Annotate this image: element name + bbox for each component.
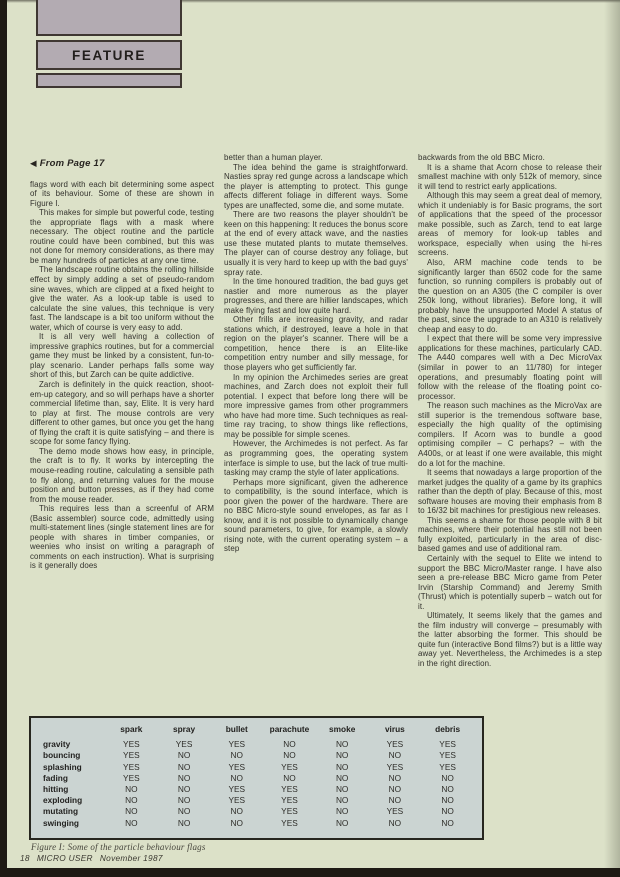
table-cell: NO [335, 739, 349, 750]
table-cell: NO [335, 795, 349, 806]
table-cell: NO [388, 750, 402, 761]
table-cell: NO [125, 795, 138, 806]
body-paragraph: It is a shame that Acorn chose to release their smallest machine with only 512k of memory, since it will tend to restrict early applications. [418, 162, 602, 191]
table-cell: NO [177, 795, 191, 806]
table-cell: NO [441, 772, 454, 783]
table-body [43, 739, 474, 829]
body-paragraph: This requires less than a screenful of ARM (Basic assembler) source code, admittedly using multi-statement lines (single statement lines are for people with shares in timber companies, or weenies who insist on writing a paragraph of comments on each instruction). What is surprising is it generally does [30, 504, 214, 571]
table-header-cell: spray [172, 723, 196, 734]
body-paragraph: The idea behind the game is straightforward. Nasties spray red gunge across a landscape which the player is attempting to protect. This gunge affects different foliage in different ways. Some types are unaffected, some die, and some mutate. [224, 162, 408, 210]
body-paragraph: Perhaps more significant, given the adherence to compatibility, is the sound interface, which is poor given the power of the hardware. There are no BBC Micro-style sound envelopes, as far as I know, and it is not possible to dynamically change sound parameters, to give, for example, a slowly rising note, with the current operating system – a step [224, 477, 408, 554]
body-paragraph: better than a human player. [224, 153, 323, 162]
table-cell: YES [281, 817, 298, 828]
table-header-cell: virus [384, 723, 405, 734]
body-paragraph: However, the Archimedes is not perfect. As far as programming goes, the operating system interface is simple to use, but the lack of true multi-tasking may cramp the style of later applications. [224, 439, 408, 478]
page-number: 18 [20, 853, 30, 863]
table-row [43, 772, 474, 783]
table-row-label: exploding [43, 795, 83, 806]
table-corner-cell [43, 723, 105, 739]
table-cell: YES [386, 739, 404, 750]
table-cell: YES [386, 761, 404, 772]
feature-banner [36, 40, 182, 70]
table-cell: NO [283, 739, 296, 750]
table-row [43, 783, 474, 794]
table-cell: NO [125, 817, 138, 828]
table-cell: YES [123, 739, 140, 750]
body-paragraph: In my opinion the Archimedes series are great machines, and Zarch does not exploit their full potential. I expect that before long there will be more impressive games from other programmers who have had more time. Such techniques as real-time ray tracing, to show things like reflections, may be possible for simple scenes. [224, 372, 408, 439]
continued-from-label: From Page 17 [39, 158, 105, 169]
table-header-cell: parachute [269, 723, 310, 734]
table-cell: NO [283, 750, 296, 761]
body-paragraph: There are two reasons the player shouldn't be keen on this happening: It reduces the bonus score at the end of every attack wave, and the nasties use these mutated plants to mutate themselves. The player can of course destroy any foliage, but usually it is very hard to keep up with the bad guys' spray rate. [224, 210, 408, 277]
table-row-label: bouncing [43, 750, 81, 761]
body-paragraph: Also, ARM machine code tends to be significantly larger than 6502 code for the same function, so running compilers is probably out of the question on an A305 (the C compiler is over 250k long, without libraries). Before long, it will probably have the unsupported Model A status of the past, since the upgrade to an A310 is relatively cheap and easy to do. [418, 258, 602, 334]
table-cell: NO [441, 817, 454, 828]
body-paragraph: Other frills are increasing gravity, and radar stations which, if destroyed, leave a hole in that region on the player's scanner. There will be a competition, hence there is an Elite-like competition entry number and silly message, for those players who get sufficiently far. [224, 315, 408, 373]
table-row-label: swinging [43, 817, 79, 828]
table-cell: NO [177, 772, 191, 783]
table-header-cell: smoke [329, 723, 356, 734]
table-cell: NO [125, 783, 138, 794]
table-cell: NO [335, 772, 349, 783]
table-header-cell: bullet [225, 723, 248, 734]
table-cell: NO [335, 783, 349, 794]
page-footer [20, 853, 170, 863]
table-row-label: gravity [43, 739, 71, 750]
table-cell: NO [177, 750, 191, 761]
table-cell: NO [335, 806, 349, 817]
body-paragraph: Zarch is definitely in the quick reaction, shoot-em-up category, and so will perhaps have a shorter commercial lifetime than, say, Elite. It is very hard to play at first. The mouse controls are very different to other games, but once you get the hang of flying the craft it is quite satisfying – and there is scope for some fancy flying. [30, 380, 214, 447]
table-cell: NO [125, 806, 138, 817]
table-header-cell: debris [435, 723, 461, 734]
table-cell: YES [439, 739, 456, 750]
table-cell: NO [177, 783, 191, 794]
feature-label: FEATURE [72, 47, 146, 63]
figure-table-panel [29, 716, 484, 840]
body-paragraph: backwards from the old BBC Micro. [418, 153, 545, 162]
table-cell: NO [388, 795, 402, 806]
continued-from-note [30, 159, 214, 170]
table-cell: YES [123, 772, 140, 783]
table-row [43, 817, 474, 828]
body-paragraph: It seems that nowadays a large proportion of the market judges the quality of a game by its graphics rather than the depth of play. Because of this, most software houses are moving their emphasis from 8 to 16/32 bit machines for prestigious new releases. [418, 468, 602, 516]
body-paragraph: The demo mode shows how easy, in principle, the craft is to fly. It works by intercepting the mouse-reading routine, calculating a sensible path to fly along, and returning values for the mouse position and button presses, as if they had come from the mouse reader. [30, 446, 214, 504]
table-row [43, 795, 474, 806]
table-cell: YES [281, 761, 298, 772]
table-cell: NO [230, 772, 243, 783]
body-paragraph: Although this may seem a great deal of memory, which it undeniably is for Basic programs, the sort of applications that the speed of the processor make possible, such as Zarch, tend to eat large areas of memory for look-up tables and workspace, especially when using the hi-res screens. [418, 191, 602, 258]
table-cell: NO [230, 750, 243, 761]
table-cell: YES [439, 761, 456, 772]
header-box-bottom [36, 73, 182, 88]
body-paragraph: The reason such machines as the MicroVax are still superior is the tremendous software base, especially the high quality of the optimising compilers. If Acorn was to bundle a good optimising compiler – C perhaps? – with the A400s, or at least if one were available, this might do a lot for the machine. [418, 401, 602, 468]
magazine-page [7, 0, 620, 868]
particle-flags-table [43, 723, 474, 828]
table-cell: YES [123, 750, 140, 761]
body-paragraph: Ultimately, It seems likely that the games and the film industry will converge – presumably with the latter absorbing the former. This should be quite fun (interactive Bond films?) but is a little way away yet. Nevertheless, the Archimedes is a step in the right direction. [418, 611, 602, 668]
table-cell: NO [335, 750, 349, 761]
table-row-label: hitting [43, 783, 69, 794]
table-cell: YES [123, 761, 140, 772]
table-cell: NO [335, 761, 349, 772]
text-column-2 [224, 153, 408, 713]
body-paragraph: In the time honoured tradition, the bad guys get nastier and more numerous as the player progresses, and there are hillier landscapes, which make flying fast and low quite hard. [224, 277, 408, 315]
header-box-top [36, 0, 182, 36]
table-row [43, 806, 474, 817]
issue-date: November 1987 [99, 853, 163, 863]
table-cell: YES [281, 806, 298, 817]
table-cell: NO [335, 817, 349, 828]
table-cell: YES [386, 806, 404, 817]
table-cell: YES [281, 783, 298, 794]
table-cell: NO [441, 795, 454, 806]
table-cell: NO [177, 817, 191, 828]
text-column-1 [30, 153, 214, 713]
table-cell: YES [228, 761, 246, 772]
table-row [43, 750, 474, 761]
body-paragraph: Certainly with the sequel to Elite we intend to support the BBC Micro/Master range. I have also seen a pre-release BBC Micro game from Peter Irvin (Starship Command) and Jeremy Smith (Thrust) which is potentially superb – watch out for it. [418, 553, 602, 611]
body-paragraph: This makes for simple but powerful code, testing the appropriate flags with a mask where necessary. The object routine and the particle routine could have been combined, but this was not done for memory considerations, as there may be many hundreds of particles at any one time. [30, 208, 214, 265]
table-cell: NO [283, 772, 296, 783]
table-cell: YES [175, 739, 193, 750]
table-header-cell: spark [120, 723, 143, 734]
table-cell: YES [439, 750, 456, 761]
table-row [43, 761, 474, 772]
table-cell: NO [441, 806, 454, 817]
table-cell: NO [388, 783, 402, 794]
figure-caption: Figure I: Some of the particle behaviour flags [31, 842, 206, 852]
table-cell: YES [228, 795, 246, 806]
body-paragraph: The landscape routine obtains the rolling hillside effect by simply adding a set of pseudo-random sine waves, which are clipped at a fixed height to give the water. As a look-up table is used to calculate the sine values, this technique is very fast. The landscape is a bit too uniform without the water, which of course is very easy to add. [30, 265, 214, 332]
magazine-title: MICRO USER [36, 853, 93, 863]
table-row-label: fading [43, 772, 68, 783]
table-cell: NO [230, 817, 243, 828]
body-paragraph: flags word with each bit determining some aspect of its behaviour. Some of these are shown in Figure I. [30, 179, 214, 208]
table-cell: NO [230, 806, 243, 817]
table-cell: NO [177, 806, 191, 817]
table-row-label: splashing [43, 761, 82, 772]
body-paragraph: This seems a shame for those people with 8 bit machines, where their potential has still not been fully exploited, particularly in the area of disc-based games and use of additional ram. [418, 515, 602, 554]
table-cell: NO [177, 761, 191, 772]
table-cell: YES [281, 795, 298, 806]
table-cell: YES [228, 783, 246, 794]
table-cell: NO [388, 817, 402, 828]
table-cell: NO [388, 772, 402, 783]
table-row [43, 739, 474, 750]
left-pointer-icon: ◀ [30, 159, 37, 169]
table-cell: YES [228, 739, 246, 750]
table-header [43, 723, 474, 739]
table-cell: NO [441, 783, 454, 794]
body-paragraph: I expect that there will be some very impressive applications for these machines, particularly CAD. The A440 compares well with a Dec MicroVax (similar in power to an 11/780) for integer operations, and presumably floating point will follow with the release of the floating point co-processor. [418, 334, 602, 401]
table-row-label: mutating [43, 806, 79, 817]
body-paragraph: It is all very well having a collection of impressive graphics routines, but for a commercial game they must be linked by a consistent, fun-to-play scenario. Lander perhaps falls some way short of this, but Zarch can be quite addictive. [30, 332, 214, 380]
